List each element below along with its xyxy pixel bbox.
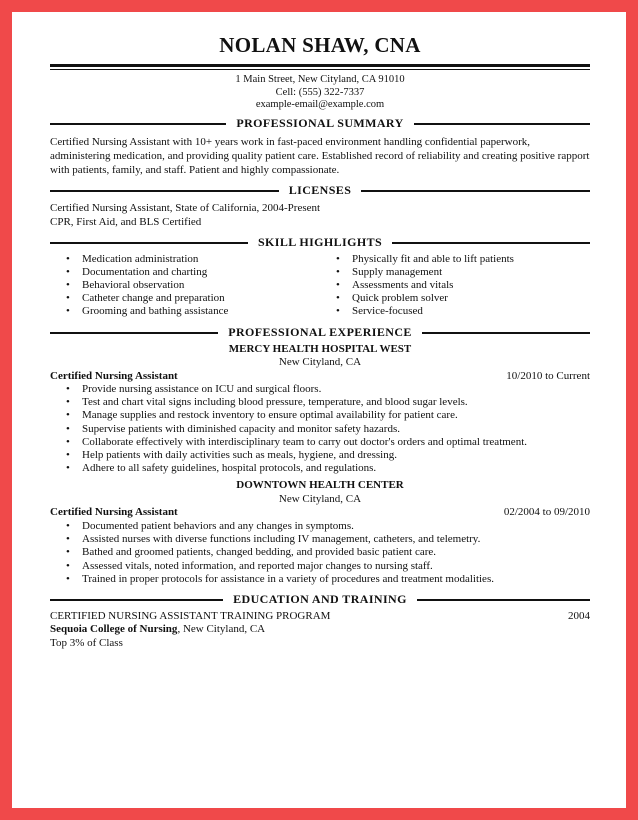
section-experience-heading bbox=[50, 325, 590, 341]
divider bbox=[422, 332, 590, 334]
skill-item: • Medication administration bbox=[82, 253, 320, 266]
header-rule-thin bbox=[50, 69, 590, 70]
licenses-list bbox=[50, 201, 590, 229]
section-summary-heading bbox=[50, 116, 590, 132]
skills-left-list bbox=[50, 253, 320, 319]
divider bbox=[417, 599, 590, 601]
skill-item: • Supply management bbox=[352, 266, 590, 279]
job-bullet: • Trained in proper protocols for assistance in a variety of procedures and treatment modalities. bbox=[82, 573, 590, 586]
section-skills-heading bbox=[50, 235, 590, 251]
section-licenses-heading bbox=[50, 183, 590, 199]
divider bbox=[414, 123, 590, 125]
skills-right-list bbox=[320, 253, 590, 319]
summary-text: Certified Nursing Assistant with 10+ years work in fast-paced environment handling confidential paperwork, administering medication, and providing quality patient care. Established record of reliability and creating positive rapport with patients, family, and staff. Patient and highly compassionate. bbox=[50, 135, 590, 176]
job-entry bbox=[50, 479, 590, 586]
skill-item: • Physically fit and able to lift patients bbox=[352, 253, 590, 266]
job-bullets bbox=[50, 520, 590, 586]
job-bullet: • Adhere to all safety guidelines, hospital protocols, and regulations. bbox=[82, 462, 590, 475]
divider bbox=[50, 242, 248, 244]
job-entry bbox=[50, 343, 590, 476]
skills-grid bbox=[50, 253, 590, 319]
divider bbox=[50, 332, 218, 334]
section-title: PROFESSIONAL SUMMARY bbox=[236, 116, 404, 130]
candidate-name: NOLAN SHAW, CNA bbox=[219, 33, 421, 57]
job-location: New Cityland, CA bbox=[278, 492, 362, 505]
skill-item: • Documentation and charting bbox=[82, 266, 320, 279]
job-employer: MERCY HEALTH HOSPITAL WEST bbox=[228, 342, 412, 355]
job-title-row bbox=[50, 506, 590, 520]
job-bullet: • Assisted nurses with diverse functions including IV management, catheters, and telemetry. bbox=[82, 533, 590, 546]
license-item: Certified Nursing Assistant, State of California, 2004-Present bbox=[50, 201, 321, 214]
contact-cell: Cell: (555) 322-7337 bbox=[275, 86, 365, 98]
skill-item: • Quick problem solver bbox=[352, 292, 590, 305]
job-employer: DOWNTOWN HEALTH CENTER bbox=[236, 479, 404, 492]
skill-item: • Grooming and bathing assistance bbox=[82, 305, 320, 318]
header-rule-thick bbox=[50, 64, 590, 67]
education-year: 2004 bbox=[568, 609, 590, 622]
job-bullets bbox=[50, 383, 590, 475]
job-bullet: • Test and chart vital signs including blood pressure, temperature, and blood sugar levels. bbox=[82, 396, 590, 409]
job-bullet: • Collaborate effectively with interdisciplinary team to carry out doctor's orders and optimal treatment. bbox=[82, 436, 590, 449]
job-bullet: • Assessed vitals, noted information, and reported major changes to nursing staff. bbox=[82, 560, 590, 573]
job-bullet: • Provide nursing assistance on ICU and surgical floors. bbox=[82, 383, 590, 396]
skill-item: • Assessments and vitals bbox=[352, 279, 590, 292]
section-title: PROFESSIONAL EXPERIENCE bbox=[228, 325, 412, 340]
skill-item: • Behavioral observation bbox=[82, 279, 320, 292]
job-bullet: • Bathed and groomed patients, changed bedding, and provided basic patient care. bbox=[82, 546, 590, 559]
education-program-row bbox=[50, 610, 590, 624]
divider bbox=[392, 242, 590, 244]
job-dates: 02/2004 to 09/2010 bbox=[503, 506, 590, 519]
resume-page bbox=[12, 12, 626, 808]
job-title-row bbox=[50, 370, 590, 384]
job-bullet: • Supervise patients with diminished capacity and monitor safety hazards. bbox=[82, 423, 590, 436]
job-location: New Cityland, CA bbox=[278, 356, 362, 369]
education-school-location: , New Cityland, CA bbox=[177, 623, 266, 636]
divider bbox=[361, 190, 590, 192]
job-bullet: • Manage supplies and restock inventory to ensure optimal availability for patient care. bbox=[82, 409, 590, 422]
education-note: Top 3% of Class bbox=[50, 636, 123, 649]
license-item: CPR, First Aid, and BLS Certified bbox=[50, 215, 202, 228]
job-dates: 10/2010 to Current bbox=[506, 369, 590, 382]
section-title: LICENSES bbox=[288, 183, 352, 197]
divider bbox=[50, 123, 226, 125]
job-title: Certified Nursing Assistant bbox=[50, 506, 178, 519]
job-bullet: • Help patients with daily activities such as meals, hygiene, and dressing. bbox=[82, 449, 590, 462]
skill-item: • Catheter change and preparation bbox=[82, 292, 320, 305]
section-title: SKILL HIGHLIGHTS bbox=[257, 235, 383, 249]
contact-address: 1 Main Street, New Cityland, CA 91010 bbox=[235, 74, 405, 85]
job-bullet: • Documented patient behaviors and any changes in symptoms. bbox=[82, 520, 590, 533]
divider bbox=[50, 599, 223, 601]
job-title: Certified Nursing Assistant bbox=[50, 369, 178, 382]
education-school-line bbox=[50, 623, 590, 637]
skill-item: • Service-focused bbox=[352, 305, 590, 318]
section-education-heading bbox=[50, 592, 590, 608]
contact-email: example-email@example.com bbox=[255, 99, 385, 110]
contact-block bbox=[50, 74, 590, 112]
resume-content bbox=[50, 32, 590, 650]
section-title: EDUCATION AND TRAINING bbox=[233, 592, 407, 607]
education-school: Sequoia College of Nursing bbox=[50, 623, 178, 636]
education-program: CERTIFIED NURSING ASSISTANT TRAINING PROGRAM bbox=[50, 609, 331, 622]
divider bbox=[50, 190, 279, 192]
